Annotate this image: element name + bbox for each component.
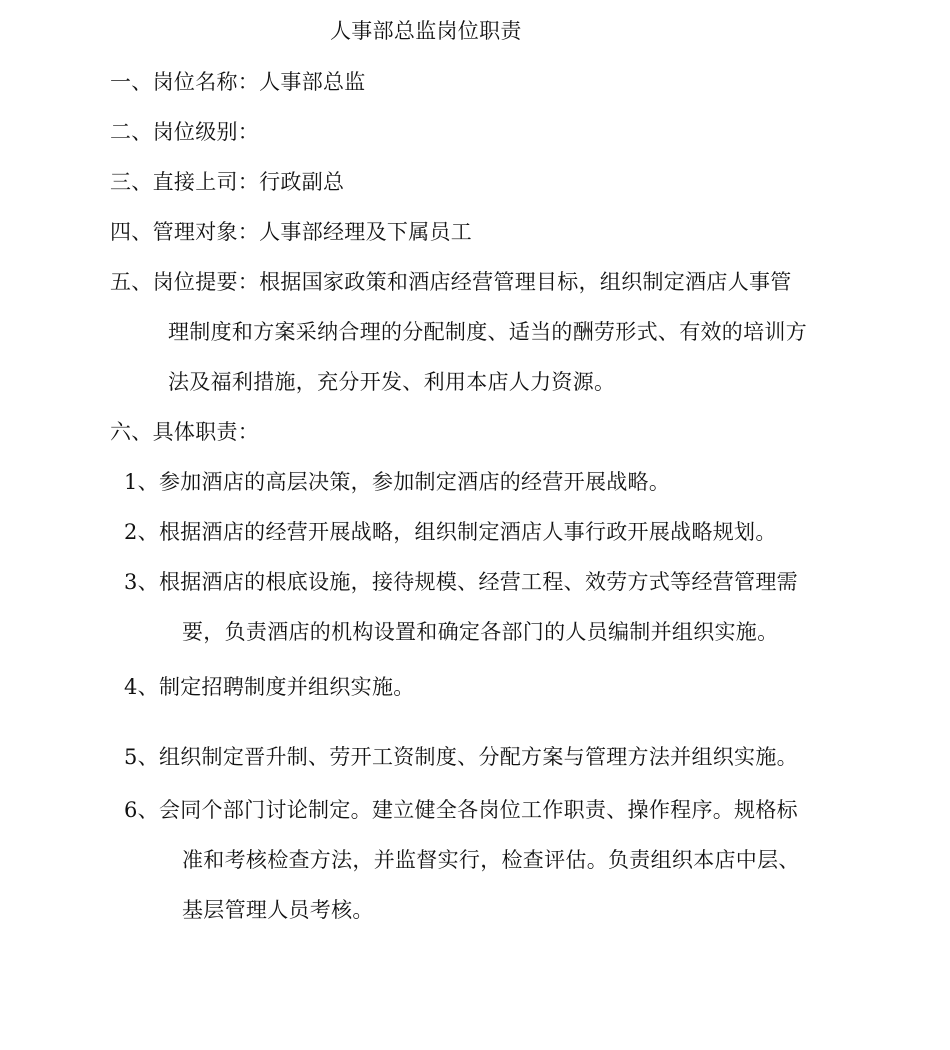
section-position-level: 二、岗位级别： <box>110 120 260 144</box>
section-management-target: 四、管理对象：人事部经理及下属员工 <box>110 220 473 244</box>
section-summary-line: 法及福利措施，充分开发、利用本店人力资源。 <box>168 370 616 394</box>
duty-item: 6、会同个部门讨论制定。建立健全各岗位工作职责、操作程序。规格标 <box>124 798 798 822</box>
section-position-name: 一、岗位名称：人事部总监 <box>110 70 366 94</box>
document-title: 人事部总监岗位职责 <box>330 19 522 43</box>
duty-item-continuation: 准和考核检查方法，并监督实行，检查评估。负责组织本店中层、 <box>182 848 800 872</box>
duty-item: 5、组织制定晋升制、劳开工资制度、分配方案与管理方法并组织实施。 <box>124 745 798 769</box>
duty-item-continuation: 要，负责酒店的机构设置和确定各部门的人员编制并组织实施。 <box>182 620 779 644</box>
section-summary-line: 理制度和方案采纳合理的分配制度、适当的酬劳形式、有效的培训方 <box>168 320 807 344</box>
duty-item: 2、根据酒店的经营开展战略，组织制定酒店人事行政开展战略规划。 <box>124 520 777 544</box>
section-specific-duties: 六、具体职责： <box>110 420 260 444</box>
duty-item-continuation: 基层管理人员考核。 <box>182 898 374 922</box>
duty-item: 1、参加酒店的高层决策，参加制定酒店的经营开展战略。 <box>124 470 671 494</box>
duty-item: 4、制定招聘制度并组织实施。 <box>124 675 415 699</box>
section-direct-supervisor: 三、直接上司：行政副总 <box>110 170 345 194</box>
section-summary-line: 五、岗位提要：根据国家政策和酒店经营管理目标，组织制定酒店人事管 <box>110 270 792 294</box>
duty-item: 3、根据酒店的根底设施，接待规模、经营工程、效劳方式等经营管理需 <box>124 570 798 594</box>
